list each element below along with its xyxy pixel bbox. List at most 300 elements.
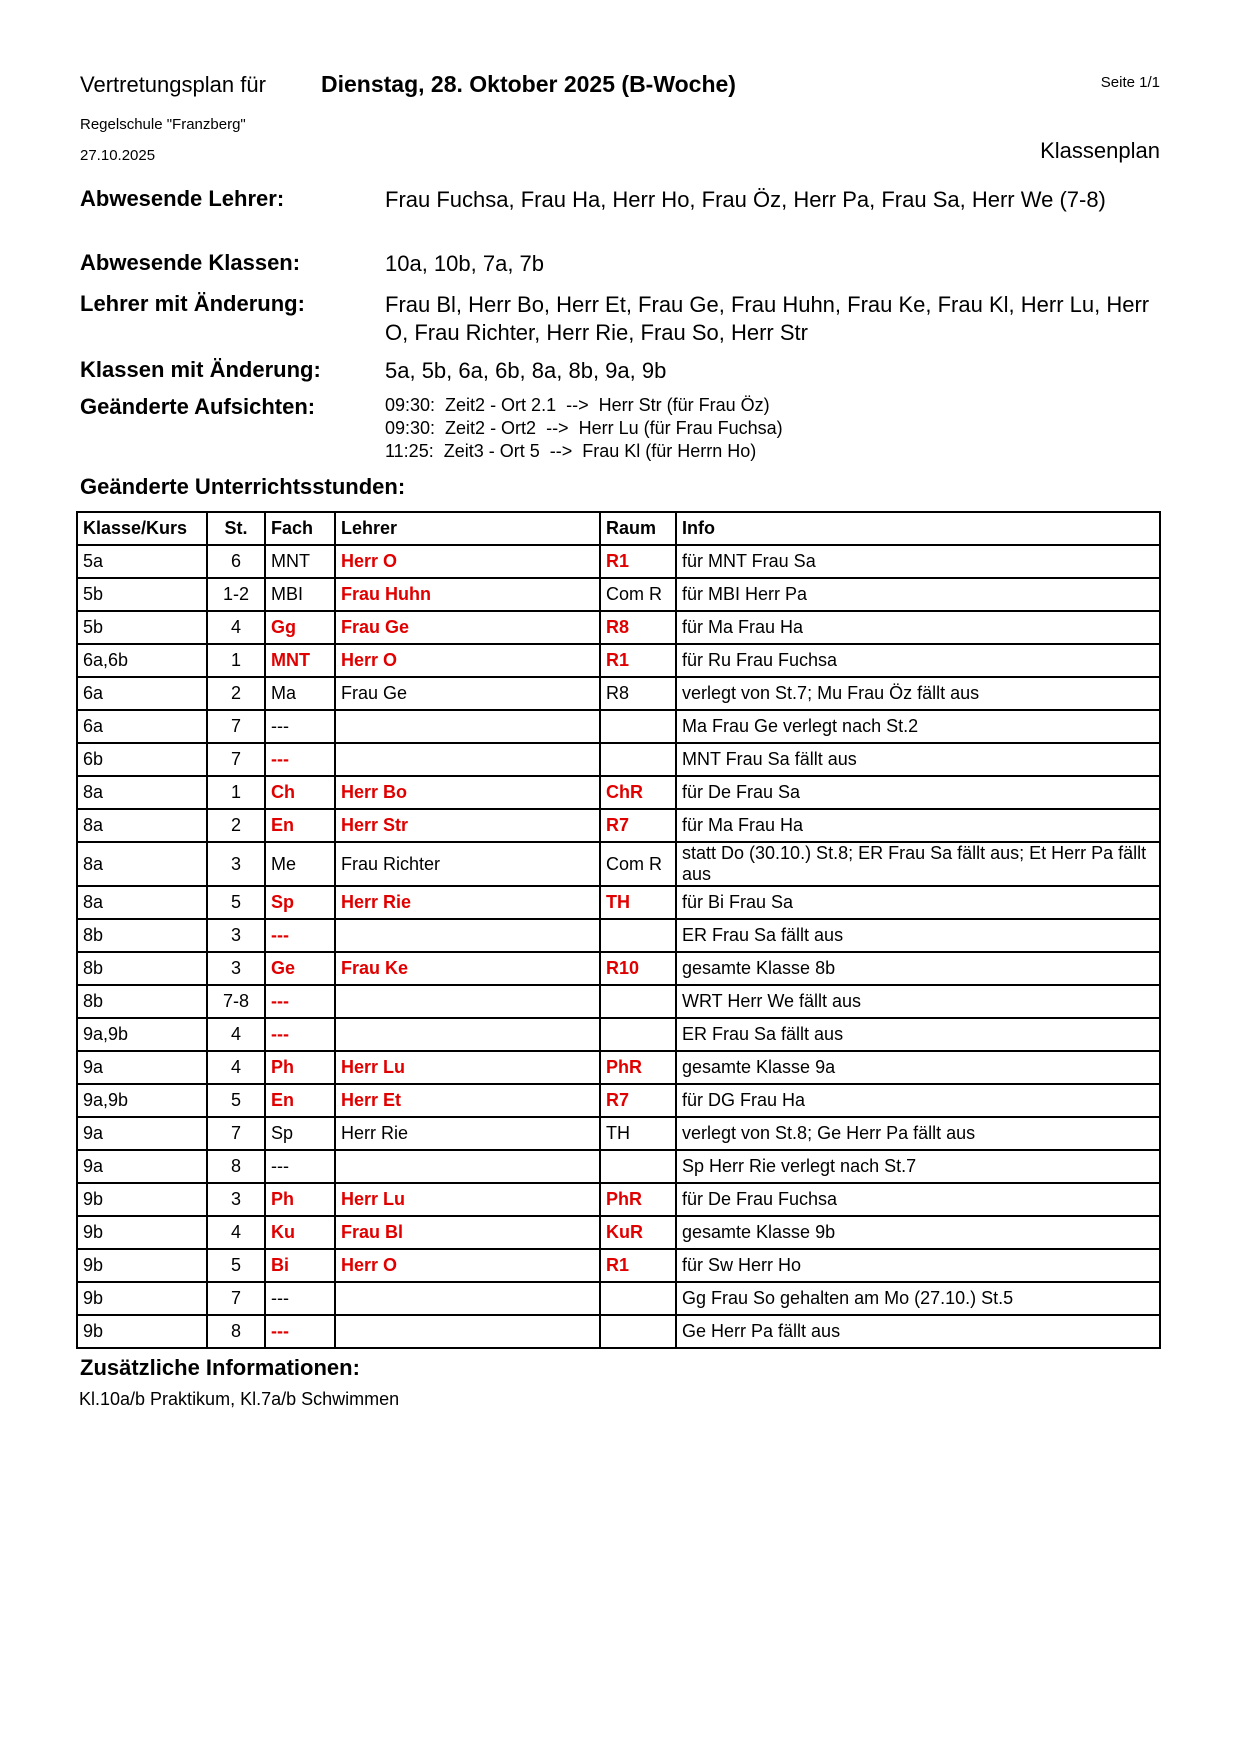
cell-klasse — [77, 545, 207, 578]
cell-klasse — [77, 776, 207, 809]
cell-info — [676, 1315, 1160, 1348]
table-header-row — [77, 512, 1160, 545]
cell-info-text: für MBI Herr Pa — [682, 584, 808, 604]
cell-info — [676, 710, 1160, 743]
cell-raum — [600, 1051, 676, 1084]
cell-raum-text: Com R — [606, 853, 663, 874]
cell-stunde-text: 5 — [230, 892, 241, 912]
cell-klasse-text: 9b — [83, 1321, 104, 1341]
cell-stunde-text: 8 — [230, 1321, 241, 1341]
absent-classes-label: Abwesende Klassen: — [80, 250, 301, 275]
cell-klasse — [77, 1183, 207, 1216]
cell-stunde — [207, 677, 265, 710]
cell-fach-text: --- — [271, 1024, 289, 1044]
cell-lehrer-text: Herr Rie — [341, 892, 412, 912]
cell-lehrer — [335, 952, 600, 985]
cell-klasse — [77, 886, 207, 919]
cell-info — [676, 919, 1160, 952]
cell-raum-text: KuR — [606, 1222, 643, 1242]
cell-raum — [600, 985, 676, 1018]
cell-fach-text: --- — [271, 1156, 289, 1176]
cell-stunde-text: 7 — [230, 749, 241, 769]
column-header-raum: Raum — [600, 512, 676, 545]
table-row — [77, 1150, 1160, 1183]
cell-raum-text: TH — [606, 892, 630, 912]
cell-stunde-text: 4 — [230, 1024, 241, 1044]
cell-klasse — [77, 985, 207, 1018]
cell-info — [676, 1018, 1160, 1051]
column-header-lehrer: Lehrer — [335, 512, 600, 545]
cell-klasse-text: 9b — [83, 1255, 104, 1275]
cell-lehrer — [335, 809, 600, 842]
cell-fach — [265, 1018, 335, 1051]
cell-raum-text: R10 — [606, 958, 640, 978]
cell-raum-text: R8 — [606, 617, 630, 637]
teachers-changed-value: Frau Bl, Herr Bo, Herr Et, Frau Ge, Frau Huhn, Frau Ke, Frau Kl, Herr Lu, Herr O, Frau Richter, Herr Rie, Frau So, Herr Str — [385, 292, 1150, 345]
cell-stunde-text: 2 — [230, 815, 241, 835]
cell-lehrer-text: Herr O — [341, 551, 398, 571]
cell-lehrer — [335, 743, 600, 776]
cell-stunde — [207, 1084, 265, 1117]
cell-info — [676, 1084, 1160, 1117]
cell-stunde-text: 4 — [230, 1222, 241, 1242]
cell-klasse-text: 5b — [83, 617, 104, 637]
table-row — [77, 1315, 1160, 1348]
table-row — [77, 1249, 1160, 1282]
lessons-table-body — [77, 545, 1160, 1348]
cell-stunde-text: 3 — [230, 925, 241, 945]
cell-stunde — [207, 1150, 265, 1183]
cell-info-text: gesamte Klasse 9b — [682, 1222, 836, 1242]
cell-klasse-text: 9b — [83, 1189, 104, 1209]
cell-fach — [265, 1315, 335, 1348]
cell-klasse-text: 9b — [83, 1288, 104, 1308]
cell-raum — [600, 1216, 676, 1249]
table-row — [77, 842, 1160, 886]
cell-raum — [600, 1150, 676, 1183]
cell-raum — [600, 611, 676, 644]
cell-lehrer — [335, 842, 600, 886]
cell-info — [676, 578, 1160, 611]
cell-fach-text: MBI — [271, 584, 304, 604]
cell-stunde-text: 3 — [230, 958, 241, 978]
title-prefix: Vertretungsplan für — [80, 72, 266, 97]
table-row — [77, 1051, 1160, 1084]
cell-raum-text: R1 — [606, 650, 630, 670]
cell-fach — [265, 710, 335, 743]
cell-info-text: für De Frau Fuchsa — [682, 1189, 838, 1209]
cell-info-text: MNT Frau Sa fällt aus — [682, 749, 857, 769]
table-row — [77, 776, 1160, 809]
table-row — [77, 644, 1160, 677]
cell-klasse — [77, 919, 207, 952]
cell-info-text: für Bi Frau Sa — [682, 892, 794, 912]
table-row — [77, 743, 1160, 776]
cell-lehrer-text: Frau Bl — [341, 1222, 404, 1242]
cell-stunde — [207, 1183, 265, 1216]
cell-raum-text: Com R — [606, 584, 663, 604]
cell-klasse — [77, 1018, 207, 1051]
cell-lehrer — [335, 1084, 600, 1117]
cell-stunde — [207, 578, 265, 611]
cell-stunde — [207, 1051, 265, 1084]
cell-raum — [600, 842, 676, 886]
cell-info — [676, 743, 1160, 776]
cell-info — [676, 1183, 1160, 1216]
cell-info — [676, 952, 1160, 985]
cell-stunde — [207, 809, 265, 842]
cell-info-text: für Ma Frau Ha — [682, 617, 804, 637]
extra-info-text: Kl.10a/b Praktikum, Kl.7a/b Schwimmen — [79, 1389, 400, 1409]
cell-klasse-text: 9a,9b — [83, 1024, 129, 1044]
table-row — [77, 886, 1160, 919]
cell-info-text: für MNT Frau Sa — [682, 551, 816, 571]
supervision-list — [385, 394, 1165, 463]
extra-info-title: Zusätzliche Informationen: — [80, 1355, 360, 1380]
cell-raum — [600, 919, 676, 952]
cell-stunde-text: 7 — [230, 1123, 241, 1143]
cell-raum — [600, 578, 676, 611]
cell-lehrer — [335, 578, 600, 611]
column-header-stunde: St. — [207, 512, 265, 545]
table-row — [77, 1282, 1160, 1315]
cell-info — [676, 545, 1160, 578]
supervision-item: 11:25: Zeit3 - Ort 5 --> Frau Kl (für Herrn Ho) — [385, 441, 757, 461]
cell-klasse-text: 9a — [83, 1057, 104, 1077]
cell-info — [676, 1249, 1160, 1282]
table-row — [77, 710, 1160, 743]
cell-stunde-text: 1 — [230, 650, 241, 670]
cell-klasse — [77, 578, 207, 611]
lessons-section-title: Geänderte Unterrichtsstunden: — [80, 474, 406, 499]
cell-fach-text: Ph — [271, 1057, 295, 1077]
cell-info-text: für Ru Frau Fuchsa — [682, 650, 838, 670]
cell-info-text: Ge Herr Pa fällt aus — [682, 1321, 841, 1341]
absent-teachers-value: Frau Fuchsa, Frau Ha, Herr Ho, Frau Öz, Herr Pa, Frau Sa, Herr We (7-8) — [385, 187, 1106, 212]
cell-fach — [265, 1249, 335, 1282]
cell-stunde — [207, 919, 265, 952]
cell-fach-text: Ge — [271, 958, 296, 978]
cell-stunde-text: 2 — [230, 683, 241, 703]
table-row — [77, 1183, 1160, 1216]
cell-info-text: für DG Frau Ha — [682, 1090, 806, 1110]
cell-info-text: ER Frau Sa fällt aus — [682, 925, 844, 945]
cell-stunde — [207, 1315, 265, 1348]
cell-lehrer-text: Herr O — [341, 1255, 398, 1275]
cell-klasse-text: 9a — [83, 1123, 104, 1143]
cell-raum — [600, 1117, 676, 1150]
cell-stunde — [207, 644, 265, 677]
cell-klasse — [77, 1216, 207, 1249]
cell-fach — [265, 578, 335, 611]
cell-raum-text: ChR — [606, 782, 643, 802]
cell-raum-text: PhR — [606, 1189, 642, 1209]
cell-klasse — [77, 743, 207, 776]
cell-fach — [265, 919, 335, 952]
cell-stunde — [207, 1117, 265, 1150]
cell-info-text: ER Frau Sa fällt aus — [682, 1024, 844, 1044]
cell-lehrer-text: Herr Bo — [341, 782, 408, 802]
cell-raum — [600, 710, 676, 743]
cell-info — [676, 677, 1160, 710]
cell-info-text: für De Frau Sa — [682, 782, 801, 802]
cell-raum-text: R7 — [606, 1090, 630, 1110]
cell-lehrer — [335, 886, 600, 919]
page-number: Seite 1/1 — [1100, 74, 1160, 91]
cell-info — [676, 842, 1160, 886]
cell-stunde — [207, 710, 265, 743]
cell-fach-text: --- — [271, 1288, 289, 1308]
cell-fach-text: --- — [271, 749, 289, 769]
cell-fach-text: Ku — [271, 1222, 295, 1242]
cell-raum-text: R1 — [606, 1255, 630, 1275]
cell-stunde-text: 7 — [230, 1288, 241, 1308]
cell-fach — [265, 644, 335, 677]
cell-klasse — [77, 1249, 207, 1282]
cell-stunde-text: 3 — [230, 1189, 241, 1209]
table-row — [77, 985, 1160, 1018]
cell-stunde-text: 6 — [230, 551, 241, 571]
absent-classes-value: 10a, 10b, 7a, 7b — [385, 251, 545, 276]
cell-lehrer — [335, 611, 600, 644]
cell-raum — [600, 886, 676, 919]
cell-fach — [265, 1051, 335, 1084]
cell-stunde-text: 3 — [230, 853, 241, 874]
cell-klasse — [77, 1150, 207, 1183]
cell-info — [676, 1117, 1160, 1150]
cell-fach — [265, 809, 335, 842]
cell-raum — [600, 776, 676, 809]
cell-fach-text: Ch — [271, 782, 295, 802]
cell-lehrer — [335, 710, 600, 743]
cell-fach — [265, 1150, 335, 1183]
cell-info — [676, 1216, 1160, 1249]
cell-fach — [265, 1216, 335, 1249]
cell-raum-text: R8 — [606, 683, 630, 703]
cell-stunde-text: 5 — [230, 1255, 241, 1275]
classes-changed-value: 5a, 5b, 6a, 6b, 8a, 8b, 9a, 9b — [385, 358, 667, 383]
cell-fach — [265, 886, 335, 919]
cell-info — [676, 985, 1160, 1018]
cell-raum — [600, 1183, 676, 1216]
cell-klasse — [77, 644, 207, 677]
cell-stunde-text: 5 — [230, 1090, 241, 1110]
cell-fach — [265, 776, 335, 809]
school-name: Regelschule "Franzberg" — [80, 116, 246, 133]
cell-info — [676, 809, 1160, 842]
cell-lehrer — [335, 919, 600, 952]
cell-info-text: WRT Herr We fällt aus — [682, 991, 862, 1011]
cell-fach-text: Ma — [271, 683, 297, 703]
cell-klasse-text: 8b — [83, 958, 104, 978]
cell-fach — [265, 1282, 335, 1315]
table-row — [77, 1018, 1160, 1051]
cell-fach-text: Ph — [271, 1189, 295, 1209]
table-row — [77, 545, 1160, 578]
cell-fach-text: En — [271, 1090, 295, 1110]
cell-stunde — [207, 1018, 265, 1051]
cell-lehrer — [335, 1282, 600, 1315]
cell-raum — [600, 1282, 676, 1315]
cell-lehrer-text: Herr Rie — [341, 1123, 409, 1143]
cell-lehrer-text: Frau Ge — [341, 617, 410, 637]
cell-stunde — [207, 743, 265, 776]
cell-fach-text: Gg — [271, 617, 296, 637]
cell-info-text: Gg Frau So gehalten am Mo (27.10.) St.5 — [682, 1288, 1014, 1308]
cell-klasse — [77, 1051, 207, 1084]
cell-fach — [265, 1117, 335, 1150]
table-row — [77, 919, 1160, 952]
cell-fach-text: --- — [271, 991, 289, 1011]
table-row — [77, 611, 1160, 644]
cell-klasse-text: 6a — [83, 716, 104, 736]
cell-klasse — [77, 809, 207, 842]
cell-info-text: verlegt von St.8; Ge Herr Pa fällt aus — [682, 1123, 976, 1143]
table-row — [77, 952, 1160, 985]
supervision-item: 09:30: Zeit2 - Ort 2.1 --> Herr Str (für Frau Öz) — [385, 395, 770, 415]
cell-raum-text: TH — [606, 1123, 630, 1143]
cell-klasse-text: 8a — [83, 892, 104, 912]
cell-stunde — [207, 776, 265, 809]
column-header-fach: Fach — [265, 512, 335, 545]
cell-fach-text: --- — [271, 716, 289, 736]
cell-fach — [265, 545, 335, 578]
cell-info-text: statt Do (30.10.) St.8; ER Frau Sa fällt aus; Et Herr Pa fällt aus — [682, 843, 1147, 884]
cell-raum — [600, 809, 676, 842]
cell-raum-text: PhR — [606, 1057, 642, 1077]
cell-fach-text: En — [271, 815, 295, 835]
teachers-changed-label: Lehrer mit Änderung: — [80, 291, 305, 316]
cell-fach — [265, 743, 335, 776]
cell-lehrer-text: Herr Et — [341, 1090, 402, 1110]
cell-klasse — [77, 1117, 207, 1150]
cell-fach-text: --- — [271, 925, 289, 945]
cell-fach-text: Me — [271, 853, 297, 874]
cell-lehrer-text: Herr O — [341, 650, 398, 670]
cell-klasse-text: 9a — [83, 1156, 104, 1176]
cell-info-text: gesamte Klasse 9a — [682, 1057, 836, 1077]
column-header-info: Info — [676, 512, 1160, 545]
table-row — [77, 809, 1160, 842]
cell-info — [676, 611, 1160, 644]
cell-lehrer-text: Frau Richter — [341, 853, 441, 874]
cell-klasse-text: 9b — [83, 1222, 104, 1242]
cell-lehrer — [335, 1051, 600, 1084]
cell-klasse-text: 5b — [83, 584, 104, 604]
table-row — [77, 1084, 1160, 1117]
cell-fach-text: Sp — [271, 892, 295, 912]
cell-raum — [600, 1315, 676, 1348]
cell-lehrer — [335, 1117, 600, 1150]
cell-fach-text: Bi — [271, 1255, 289, 1275]
cell-lehrer — [335, 1249, 600, 1282]
cell-lehrer — [335, 1315, 600, 1348]
cell-klasse — [77, 611, 207, 644]
cell-info-text: gesamte Klasse 8b — [682, 958, 836, 978]
page-title-date: Dienstag, 28. Oktober 2025 (B-Woche) — [321, 71, 736, 97]
cell-lehrer — [335, 1150, 600, 1183]
cell-info — [676, 886, 1160, 919]
table-row — [77, 677, 1160, 710]
cell-klasse-text: 6a — [83, 683, 104, 703]
cell-fach — [265, 842, 335, 886]
cell-lehrer — [335, 545, 600, 578]
cell-stunde-text: 1 — [230, 782, 241, 802]
cell-stunde-text: 8 — [230, 1156, 241, 1176]
cell-klasse-text: 6a,6b — [83, 650, 129, 670]
cell-fach-text: MNT — [271, 650, 310, 670]
cell-info — [676, 1150, 1160, 1183]
cell-lehrer-text: Frau Huhn — [341, 584, 431, 604]
column-header-klasse: Klasse/Kurs — [77, 512, 207, 545]
cell-lehrer-text: Herr Lu — [341, 1189, 406, 1209]
cell-lehrer — [335, 1018, 600, 1051]
supervision-item: 09:30: Zeit2 - Ort2 --> Herr Lu (für Frau Fuchsa) — [385, 418, 783, 438]
cell-fach — [265, 985, 335, 1018]
cell-lehrer-text: Frau Ke — [341, 958, 409, 978]
cell-info — [676, 644, 1160, 677]
cell-stunde — [207, 611, 265, 644]
cell-fach-text: --- — [271, 1321, 289, 1341]
cell-klasse — [77, 1315, 207, 1348]
cell-lehrer — [335, 776, 600, 809]
absent-teachers-label: Abwesende Lehrer: — [80, 186, 285, 211]
cell-lehrer — [335, 1216, 600, 1249]
cell-raum — [600, 1018, 676, 1051]
cell-klasse — [77, 952, 207, 985]
cell-lehrer — [335, 644, 600, 677]
cell-info-text: Ma Frau Ge verlegt nach St.2 — [682, 716, 919, 736]
cell-info-text: verlegt von St.7; Mu Frau Öz fällt aus — [682, 683, 980, 703]
cell-stunde-text: 7 — [230, 716, 241, 736]
table-row — [77, 578, 1160, 611]
cell-klasse — [77, 710, 207, 743]
cell-raum — [600, 644, 676, 677]
cell-klasse-text: 5a — [83, 551, 104, 571]
cell-fach-text: Sp — [271, 1123, 294, 1143]
cell-info-text: für Sw Herr Ho — [682, 1255, 802, 1275]
cell-raum-text: R7 — [606, 815, 630, 835]
cell-lehrer — [335, 677, 600, 710]
cell-fach — [265, 677, 335, 710]
cell-stunde-text: 4 — [230, 1057, 241, 1077]
printed-date: 27.10.2025 — [80, 147, 156, 164]
cell-stunde — [207, 952, 265, 985]
cell-stunde — [207, 1249, 265, 1282]
cell-klasse-text: 6b — [83, 749, 104, 769]
cell-fach — [265, 1183, 335, 1216]
cell-klasse — [77, 677, 207, 710]
cell-lehrer — [335, 985, 600, 1018]
cell-klasse-text: 8b — [83, 925, 104, 945]
plan-type: Klassenplan — [1040, 138, 1160, 163]
cell-stunde — [207, 985, 265, 1018]
cell-info — [676, 1282, 1160, 1315]
cell-raum — [600, 1249, 676, 1282]
cell-lehrer-text: Herr Lu — [341, 1057, 406, 1077]
cell-stunde-text: 1-2 — [222, 584, 249, 604]
supervision-label: Geänderte Aufsichten: — [80, 394, 316, 419]
lessons-table — [76, 511, 1161, 1349]
cell-stunde-text: 4 — [230, 617, 241, 637]
cell-raum-text: R1 — [606, 551, 630, 571]
cell-fach — [265, 1084, 335, 1117]
cell-stunde — [207, 1216, 265, 1249]
cell-lehrer — [335, 1183, 600, 1216]
cell-raum — [600, 743, 676, 776]
cell-fach — [265, 952, 335, 985]
cell-raum — [600, 545, 676, 578]
